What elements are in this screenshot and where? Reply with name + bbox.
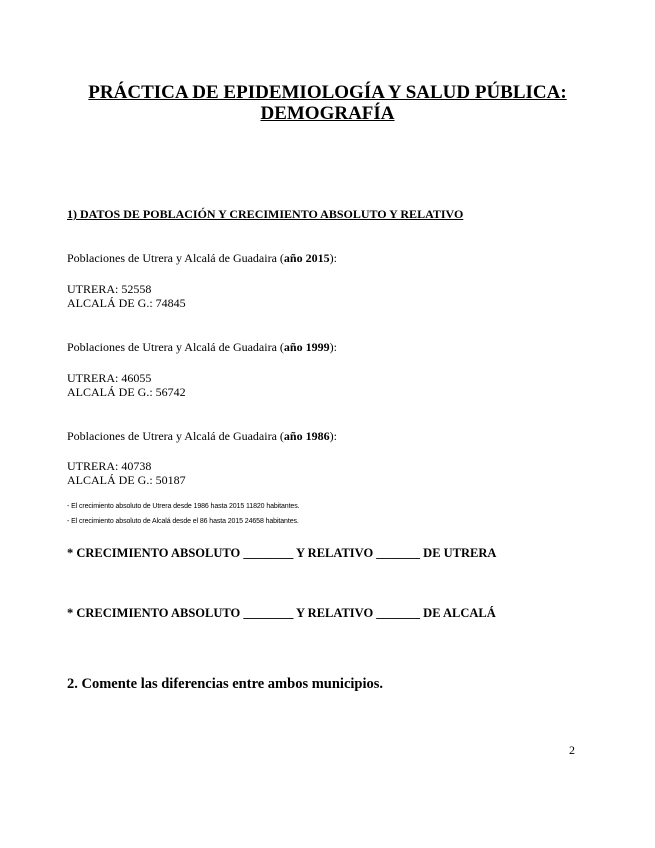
section-1-heading: 1) DATOS DE POBLACIÓN Y CRECIMIENTO ABSOLUTO Y RELATIVO — [67, 207, 464, 221]
alcala-1986: ALCALÁ DE G.: 50187 — [67, 473, 186, 487]
title-line-2: DEMOGRAFÍA — [260, 103, 395, 124]
note-alcala: - El crecimiento absoluto de Alcalá desde el 86 hasta 2015 24658 habitantes. — [67, 518, 299, 525]
population-year-1986: año 1986 — [283, 429, 330, 443]
page-number: 2 — [569, 743, 575, 757]
population-intro-2015: Poblaciones de Utrera y Alcalá de Guadaira (año 2015): — [67, 251, 337, 265]
title-line-1: PRÁCTICA DE EPIDEMIOLOGÍA Y SALUD PÚBLICA: — [88, 82, 567, 103]
section-2-heading: 2. Comente las diferencias entre ambos municipios. — [67, 676, 384, 692]
utrera-2015: UTRERA: 52558 — [67, 282, 152, 296]
population-intro-1999: Poblaciones de Utrera y Alcalá de Guadaira (año 1999): — [67, 340, 337, 354]
crecimiento-alcala: * CRECIMIENTO ABSOLUTO ________ Y RELATIVO _______ DE ALCALÁ — [67, 606, 496, 620]
alcala-2015: ALCALÁ DE G.: 74845 — [67, 296, 186, 310]
population-year-2015: año 2015 — [283, 251, 330, 265]
utrera-1999: UTRERA: 46055 — [67, 371, 152, 385]
alcala-1999: ALCALÁ DE G.: 56742 — [67, 385, 186, 399]
crecimiento-utrera: * CRECIMIENTO ABSOLUTO ________ Y RELATIVO _______ DE UTRERA — [67, 546, 497, 560]
note-utrera: - El crecimiento absoluto de Utrera desde 1986 hasta 2015 11820 habitantes. — [67, 503, 300, 510]
population-year-1999: año 1999 — [283, 340, 330, 354]
page-title — [40, 82, 615, 124]
utrera-1986: UTRERA: 40738 — [67, 459, 152, 473]
population-intro-1986: Poblaciones de Utrera y Alcalá de Guadaira (año 1986): — [67, 429, 337, 443]
